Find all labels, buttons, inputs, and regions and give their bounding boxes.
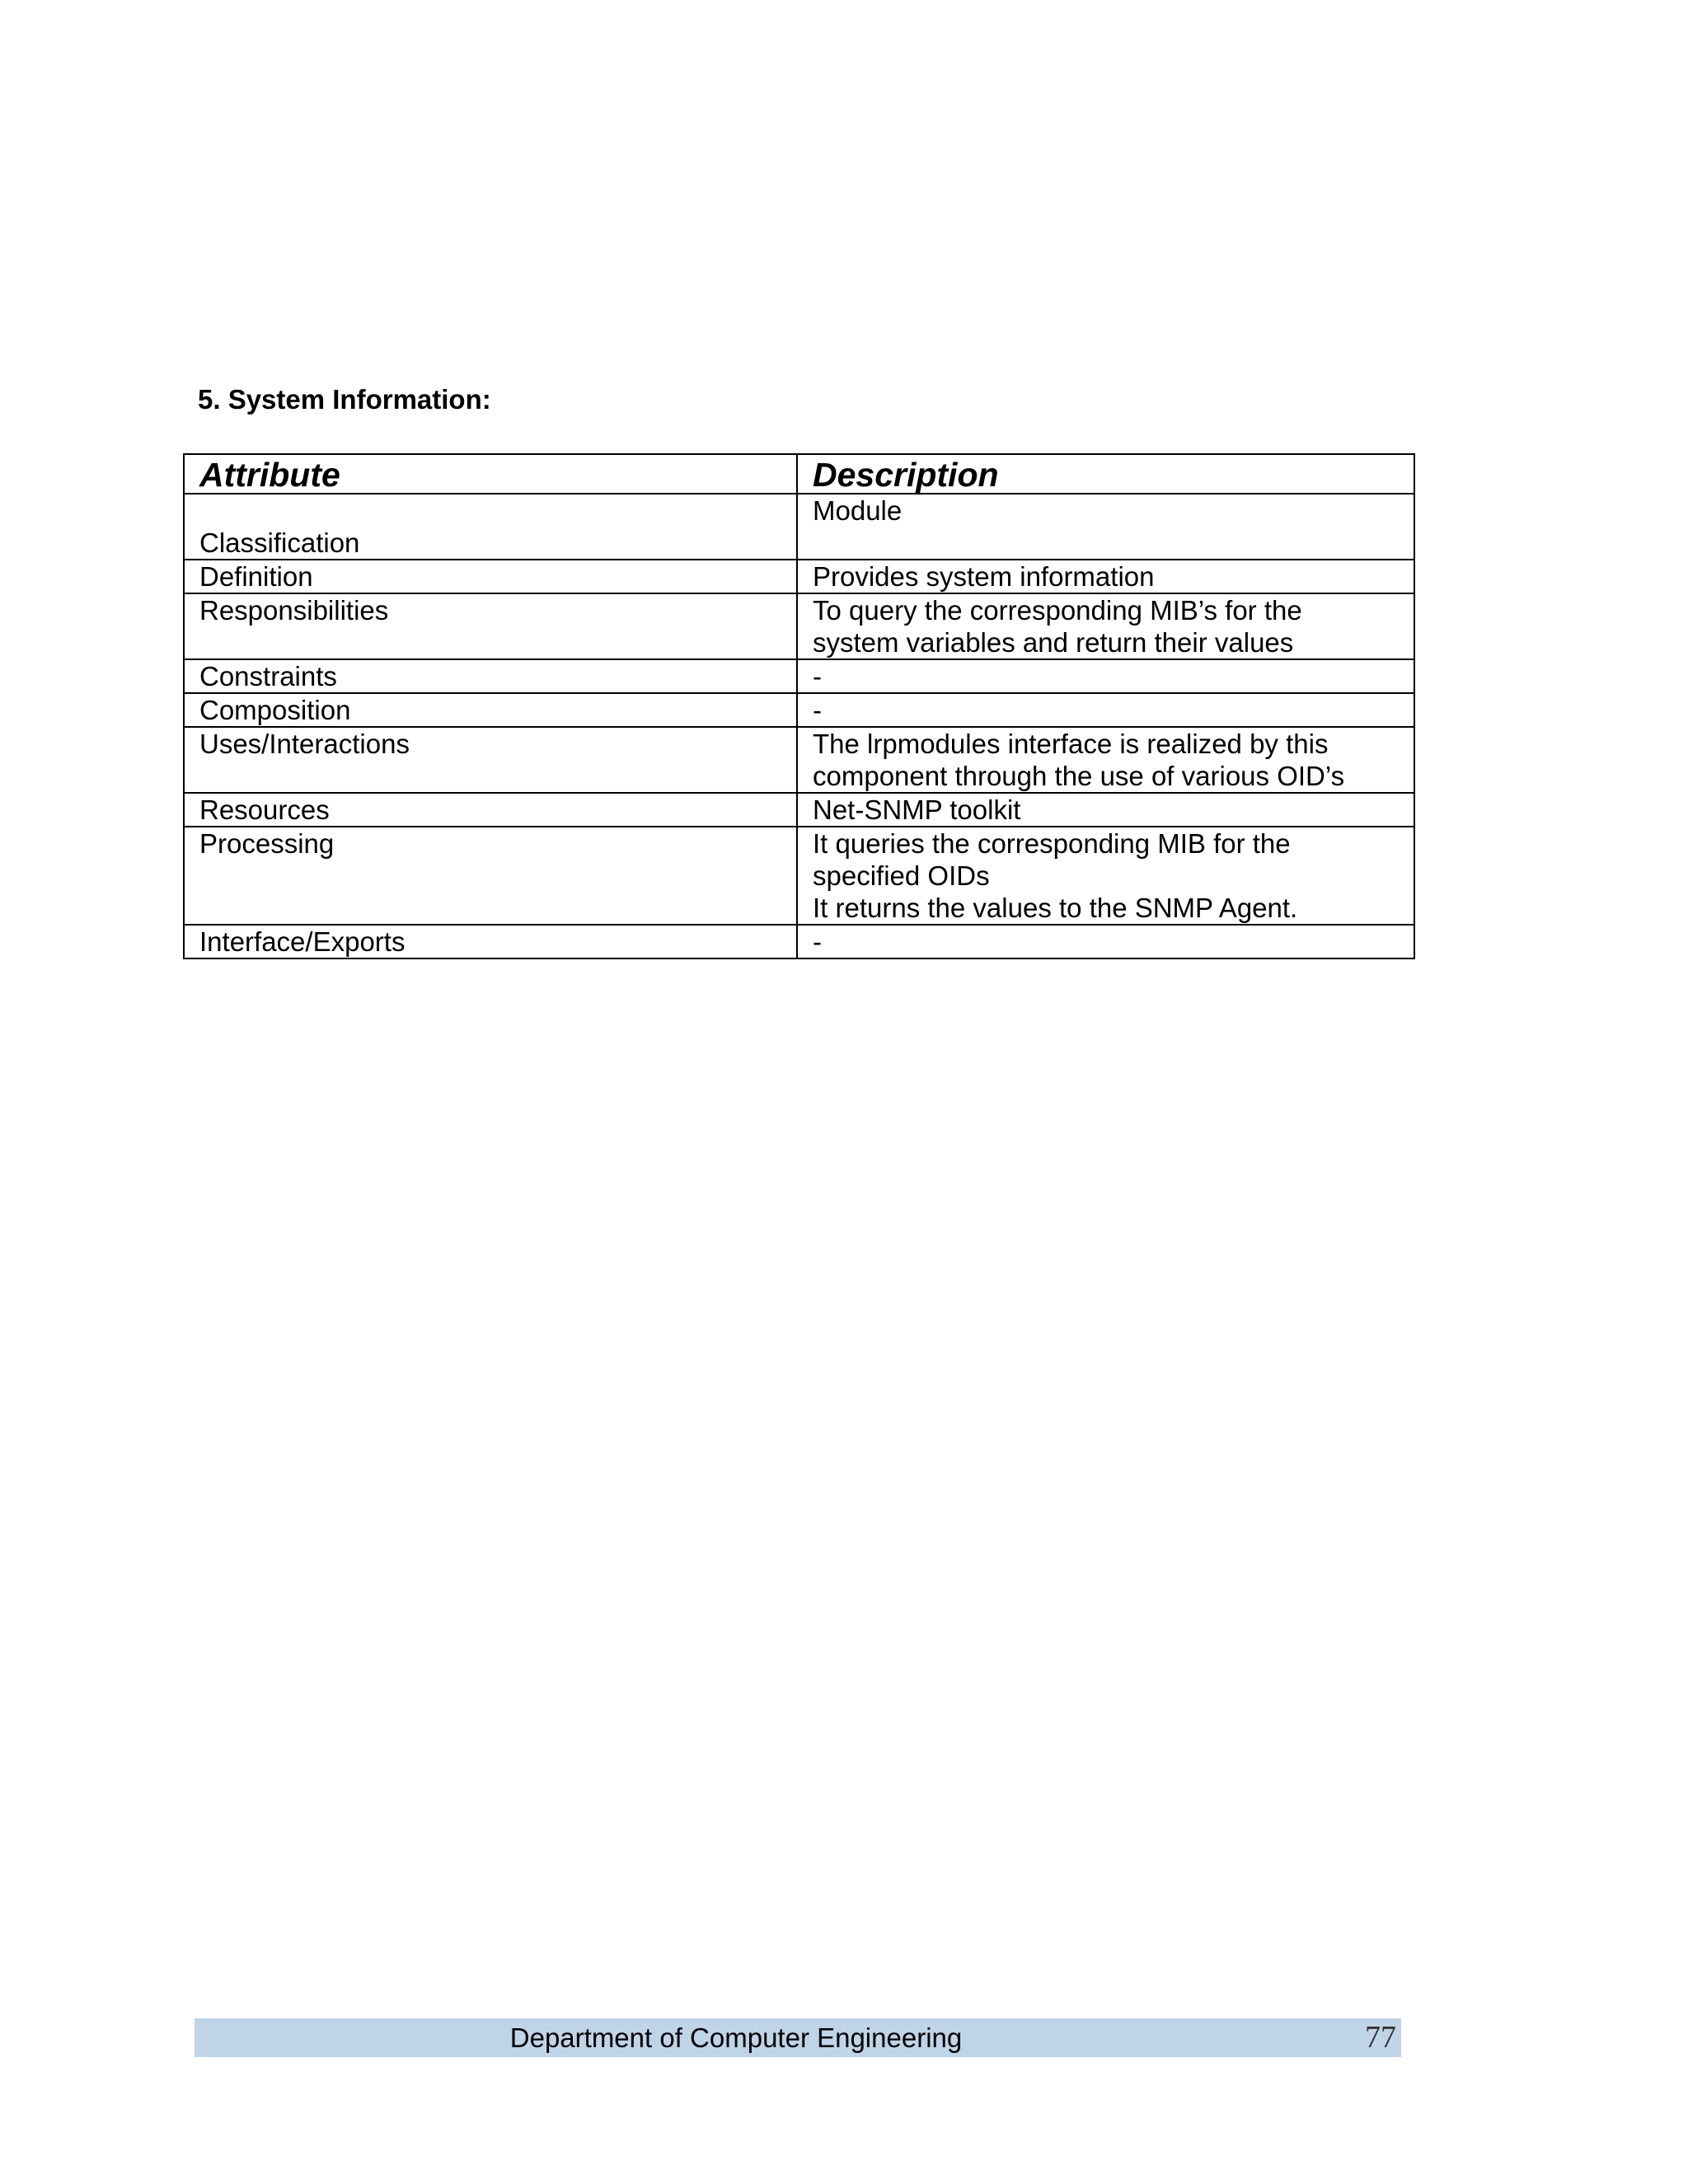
description-line: -	[813, 926, 822, 957]
attribute-cell: Constraints	[184, 659, 797, 693]
table-row	[184, 827, 1414, 925]
page-footer	[195, 2018, 1401, 2057]
system-information-table	[183, 453, 1415, 959]
section-heading: 5. System Information:	[198, 384, 491, 415]
description-line: Provides system information	[813, 561, 1155, 592]
table-row	[184, 693, 1414, 727]
description-line: It returns the values to the SNMP Agent.	[813, 893, 1298, 923]
attribute-cell: Composition	[184, 693, 797, 727]
table-row	[184, 793, 1414, 827]
attribute-cell: Resources	[184, 793, 797, 827]
description-cell	[797, 659, 1414, 693]
description-cell	[797, 793, 1414, 827]
table-row	[184, 593, 1414, 659]
table-row	[184, 727, 1414, 793]
description-line: Net-SNMP toolkit	[813, 794, 1021, 825]
description-line: specified OIDs	[813, 860, 990, 891]
description-column-header: Description	[797, 454, 1414, 494]
description-line: Module	[813, 495, 903, 526]
attribute-cell: Responsibilities	[184, 593, 797, 659]
attribute-cell: Definition	[184, 560, 797, 593]
description-cell	[797, 925, 1414, 958]
description-line: The lrpmodules interface is realized by this	[813, 729, 1329, 759]
table-row	[184, 494, 1414, 560]
description-cell	[797, 827, 1414, 925]
page-number: 77	[1365, 2020, 1396, 2055]
attribute-cell: Classification	[184, 494, 797, 560]
description-line: system variables and return their values	[813, 627, 1294, 658]
description-line: To query the corresponding MIB’s for the	[813, 595, 1302, 626]
attribute-cell: Processing	[184, 827, 797, 925]
attribute-cell: Interface/Exports	[184, 925, 797, 958]
description-cell	[797, 593, 1414, 659]
footer-department: Department of Computer Engineering	[509, 2022, 963, 2053]
table-header-row	[184, 454, 1414, 494]
description-cell	[797, 727, 1414, 793]
description-cell	[797, 693, 1414, 727]
description-cell	[797, 494, 1414, 560]
table-row	[184, 925, 1414, 958]
description-line: -	[813, 661, 822, 691]
table-row	[184, 560, 1414, 593]
description-line: component through the use of various OID’s	[813, 761, 1345, 791]
description-line: -	[813, 695, 822, 725]
description-cell	[797, 560, 1414, 593]
attribute-cell: Uses/Interactions	[184, 727, 797, 793]
attribute-column-header: Attribute	[184, 454, 797, 494]
table-row	[184, 659, 1414, 693]
description-line: It queries the corresponding MIB for the	[813, 828, 1291, 859]
